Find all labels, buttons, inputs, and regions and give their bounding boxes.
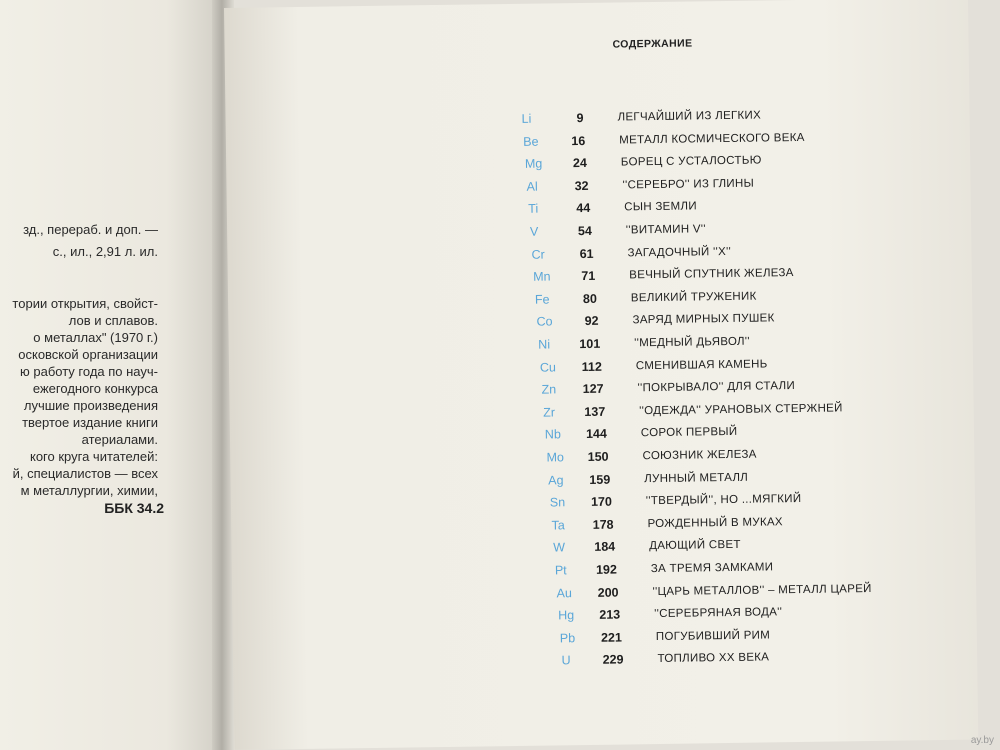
- chapter-title: ТОПЛИВО XX ВЕКА: [657, 651, 770, 666]
- bbk-code: ББК 34.2: [104, 500, 164, 516]
- watermark: ay.by: [970, 735, 994, 746]
- element-symbol: Zn: [541, 382, 557, 397]
- element-symbol: Hg: [558, 608, 575, 623]
- left-page-line: ежегодного конкурса: [32, 381, 158, 396]
- page-number: 192: [595, 562, 617, 577]
- left-page-line: лучшие произведения: [23, 398, 158, 413]
- page-number: 178: [592, 517, 614, 532]
- page-number: 221: [600, 630, 622, 645]
- page-number: 32: [574, 178, 589, 193]
- left-page-line: м металлургии, химии,: [20, 483, 158, 498]
- page-number: 92: [584, 314, 599, 329]
- left-page-line: лов и сплавов.: [68, 313, 158, 328]
- element-symbol: Ta: [551, 518, 565, 533]
- element-symbol: U: [561, 653, 571, 668]
- chapter-title: ВЕЧНЫЙ СПУТНИК ЖЕЛЕЗА: [629, 267, 794, 282]
- element-symbol: Ti: [528, 202, 539, 217]
- page-number: 213: [599, 607, 621, 623]
- element-symbol: W: [553, 540, 566, 555]
- chapter-title: ЗАРЯД МИРНЫХ ПУШЕК: [632, 312, 775, 327]
- page-number: 144: [585, 427, 607, 442]
- element-symbol: Co: [536, 314, 553, 330]
- left-page-line: атериалами.: [81, 432, 158, 447]
- chapter-title: ЛУННЫЙ МЕТАЛЛ: [644, 471, 749, 485]
- page-number: 9: [576, 110, 584, 126]
- chapter-title: ДАЮЩИЙ СВЕТ: [649, 539, 741, 553]
- left-page-line: й, специалистов — всех: [12, 466, 158, 481]
- left-page-line: о металлах" (1970 г.): [33, 330, 158, 345]
- element-symbol: Pt: [554, 563, 567, 578]
- page-number: 184: [594, 539, 616, 555]
- chapter-title: СМЕНИВШАЯ КАМЕНЬ: [635, 358, 768, 372]
- chapter-title: ЗА ТРЕМЯ ЗАМКАМИ: [650, 561, 774, 576]
- element-symbol: Be: [523, 134, 539, 149]
- page-number: 101: [579, 336, 601, 352]
- element-symbol: Ni: [538, 337, 551, 352]
- left-page: [0, 0, 222, 750]
- left-page-line: твертое издание книги: [22, 415, 158, 430]
- page-number: 16: [571, 133, 586, 148]
- chapter-title: МЕТАЛЛ КОСМИЧЕСКОГО ВЕКА: [619, 131, 805, 147]
- element-symbol: Fe: [534, 292, 550, 307]
- chapter-title: БОРЕЦ С УСТАЛОСТЬЮ: [620, 154, 762, 169]
- page-number: 112: [581, 359, 602, 374]
- element-symbol: Nb: [544, 427, 561, 442]
- chapter-title: СОЮЗНИК ЖЕЛЕЗА: [642, 448, 757, 463]
- element-symbol: Sn: [549, 495, 566, 510]
- page-number: 137: [584, 404, 606, 419]
- page-number: 150: [587, 449, 609, 464]
- left-page-line: осковской организации: [18, 347, 158, 362]
- chapter-title: ''ОДЕЖДА'' УРАНОВЫХ СТЕРЖНЕЙ: [639, 402, 843, 418]
- left-page-line: ю работу года по науч-: [20, 364, 158, 379]
- page-number: 159: [589, 472, 611, 487]
- left-page-line: с., ил., 2,91 л. ил.: [52, 244, 158, 259]
- element-symbol: Li: [521, 111, 532, 126]
- page-number: 200: [597, 585, 619, 600]
- chapter-title: ''СЕРЕБРО'' ИЗ ГЛИНЫ: [622, 177, 755, 192]
- page-number: 61: [579, 246, 594, 261]
- chapter-title: ''СЕРЕБРЯНАЯ ВОДА'': [654, 606, 783, 621]
- chapter-title: ''ПОКРЫВАЛО'' ДЛЯ СТАЛИ: [637, 380, 796, 395]
- chapter-title: ЗАГАДОЧНЫЙ ''X'': [627, 245, 732, 259]
- element-symbol: Cu: [539, 359, 556, 375]
- element-symbol: Mg: [524, 156, 543, 172]
- element-symbol: Al: [526, 179, 538, 194]
- element-symbol: Mo: [546, 450, 565, 465]
- page-number: 71: [581, 269, 596, 284]
- element-symbol: Au: [556, 585, 572, 601]
- chapter-title: ВЕЛИКИЙ ТРУЖЕНИК: [630, 290, 757, 305]
- page-number: 229: [602, 652, 624, 668]
- toc-title: СОДЕРЖАНИЕ: [612, 37, 693, 51]
- page-number: 44: [576, 201, 591, 216]
- chapter-title: СОРОК ПЕРВЫЙ: [640, 426, 738, 440]
- chapter-title: ПОГУБИВШИЙ РИМ: [655, 629, 771, 643]
- element-symbol: Cr: [531, 247, 545, 262]
- element-symbol: Ag: [548, 472, 564, 488]
- page-number: 170: [590, 494, 612, 510]
- chapter-title: СЫН ЗЕМЛИ: [624, 200, 697, 214]
- page-number: 24: [572, 156, 587, 171]
- chapter-title: РОЖДЕННЫЙ В МУКАХ: [647, 516, 783, 530]
- element-symbol: Mn: [533, 269, 551, 284]
- left-page-line: зд., перераб. и доп. —: [23, 222, 158, 237]
- left-page-line: кого круга читателей:: [29, 449, 158, 464]
- element-symbol: Pb: [559, 630, 576, 646]
- element-symbol: Zr: [543, 405, 556, 420]
- chapter-title: ''ЦАРЬ МЕТАЛЛОВ'' – МЕТАЛЛ ЦАРЕЙ: [652, 582, 872, 598]
- page-number: 54: [577, 223, 592, 239]
- chapter-title: ЛЕГЧАЙШИЙ ИЗ ЛЕГКИХ: [617, 109, 762, 124]
- element-symbol: V: [529, 224, 539, 239]
- page-number: 80: [582, 291, 597, 306]
- right-page: [224, 0, 978, 750]
- chapter-title: ''ТВЕРДЫЙ'', НО ...МЯГКИЙ: [645, 493, 802, 508]
- left-page-line: тории открытия, свойст-: [12, 296, 158, 311]
- page-number: 127: [582, 381, 604, 397]
- chapter-title: ''МЕДНЫЙ ДЬЯВОЛ'': [634, 335, 750, 350]
- chapter-title: ''ВИТАМИН V'': [625, 223, 706, 237]
